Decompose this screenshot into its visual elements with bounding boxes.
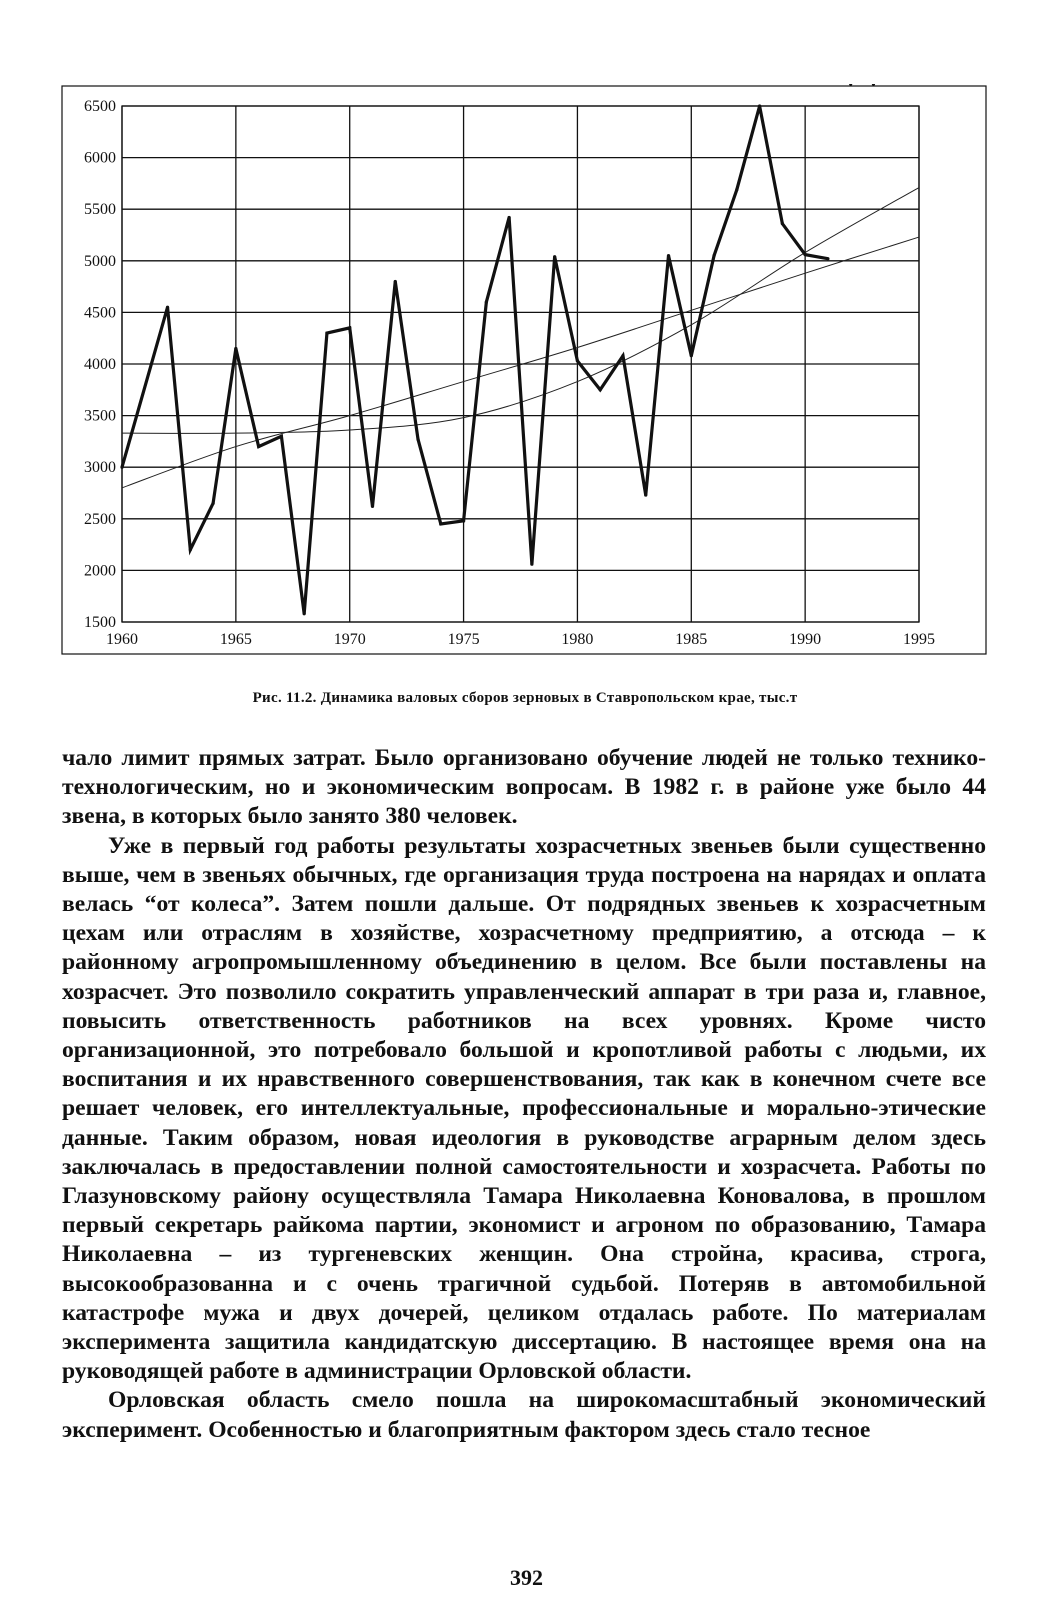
y-tick-label: 5000 [84, 252, 116, 270]
data-point [621, 354, 624, 357]
data-point [211, 502, 214, 505]
y-tick-label: 4000 [84, 356, 116, 373]
data-point [508, 216, 511, 219]
y-tick-label: 2000 [84, 562, 116, 580]
y-tick-label: 3500 [84, 407, 116, 425]
page-number: 392 [510, 1565, 543, 1590]
data-point [416, 438, 419, 441]
x-tick-label: 1985 [675, 631, 708, 648]
data-point [166, 306, 169, 309]
x-tick-label: 1975 [447, 631, 480, 648]
data-point [303, 612, 306, 615]
data-point [120, 466, 123, 469]
data-point [257, 445, 260, 448]
data-point [325, 331, 328, 334]
data-point [280, 435, 283, 438]
data-point [553, 255, 556, 258]
data-point [758, 104, 761, 107]
data-point [485, 300, 488, 303]
data-point [371, 505, 374, 508]
body-text [62, 744, 986, 1445]
paragraph-2: Уже в первый год работы результаты хозрасчетных звеньев были существенно выше, чем в звеньях обычных, где организация труда построена на нарядах и оплата велась “от колеса”. Затем пошли дальше. От подрядных звеньев к хозрасчетным цехам или отраслям в хозяйстве, хозрасчетному предприятию, а отсюда – к районному агропромышленному объединению в целом. Все были поставлены на хозрасчет. Это позволило сократить управленческий аппарат в три раза и, главное, повысить ответственность работников на всех уровнях. Кроме чисто организационной, это потребовало большой и кропотливой работы с людьми, их воспитания и их нравственного совершенствования, так как в конечном счете все решает человек, его интеллектуальные, профессиональные и морально-этические данные. Таким образом, новая идеология в руководстве аграрным делом здесь заключалась в предоставлении полной самостоятельности и хозрасчета. Работы по Глазуновскому району осуществляла Тамара Николаевна Коновалова, в прошлом первый секретарь райкома партии, экономист и агроном по образованию, Тамара Николаевна – из тургеневских женщин. Она стройна, красива, строга, высокообразованна и с очень трагичной судьбой. Потеряв в автомобильной катастрофе мужа и двух дочерей, целиком отдалась работе. По материалам эксперимента защитила кандидатскую диссертацию. В настоящее время она на руководящей работе в администрации Орловской области. [62, 832, 986, 1385]
y-tick-label: 3000 [84, 459, 116, 477]
x-tick-label: 1990 [789, 631, 822, 648]
paragraph-1: чало лимит прямых затрат. Было организовано обучение людей не только технико-технологическим, но и экономическим вопросам. В 1982 г. в районе уже было 44 звена, в которых было занято 380 человек. [62, 745, 986, 830]
trend-line-1 [122, 237, 919, 488]
y-tick-label: 6500 [84, 98, 116, 115]
data-point [735, 188, 738, 191]
paragraph-3: Орловская область смело пошла на широкомасштабный экономический эксперимент. Особенностью и благоприятным фактором здесь стало тесное [62, 1387, 986, 1443]
x-tick-label: 1970 [333, 631, 366, 648]
data-point [781, 222, 784, 225]
data-point [189, 548, 192, 551]
data-point [530, 563, 533, 566]
figure-caption: Рис. 11.2. Динамика валовых сборов зерновых в Ставропольском крае, тыс.т [252, 690, 798, 706]
data-point [667, 254, 670, 257]
data-point [394, 280, 397, 283]
chart-frame [62, 86, 986, 654]
y-tick-label: 6000 [84, 149, 116, 167]
data-point [712, 254, 715, 257]
y-tick-label: 1500 [84, 614, 116, 631]
data-point [348, 326, 351, 329]
chart-figure [60, 84, 990, 684]
y-tick-label: 4500 [84, 304, 116, 322]
x-tick-label: 1960 [106, 631, 138, 648]
data-point [439, 522, 442, 525]
x-tick-label: 1965 [219, 631, 252, 648]
data-point [826, 257, 829, 260]
data-point [872, 84, 875, 86]
data-point [234, 347, 237, 350]
grain-harvest-chart [60, 84, 990, 684]
x-tick-label: 1995 [903, 631, 935, 648]
data-point [644, 493, 647, 496]
y-tick-label: 5500 [84, 201, 116, 219]
data-point [804, 253, 807, 256]
data-point [849, 84, 852, 86]
data-point [690, 354, 693, 357]
x-tick-label: 1980 [561, 631, 594, 648]
data-point [462, 519, 465, 522]
data-point [576, 359, 579, 362]
harvest-series-line [122, 106, 828, 614]
y-tick-label: 2500 [84, 510, 116, 528]
data-point [599, 388, 602, 391]
